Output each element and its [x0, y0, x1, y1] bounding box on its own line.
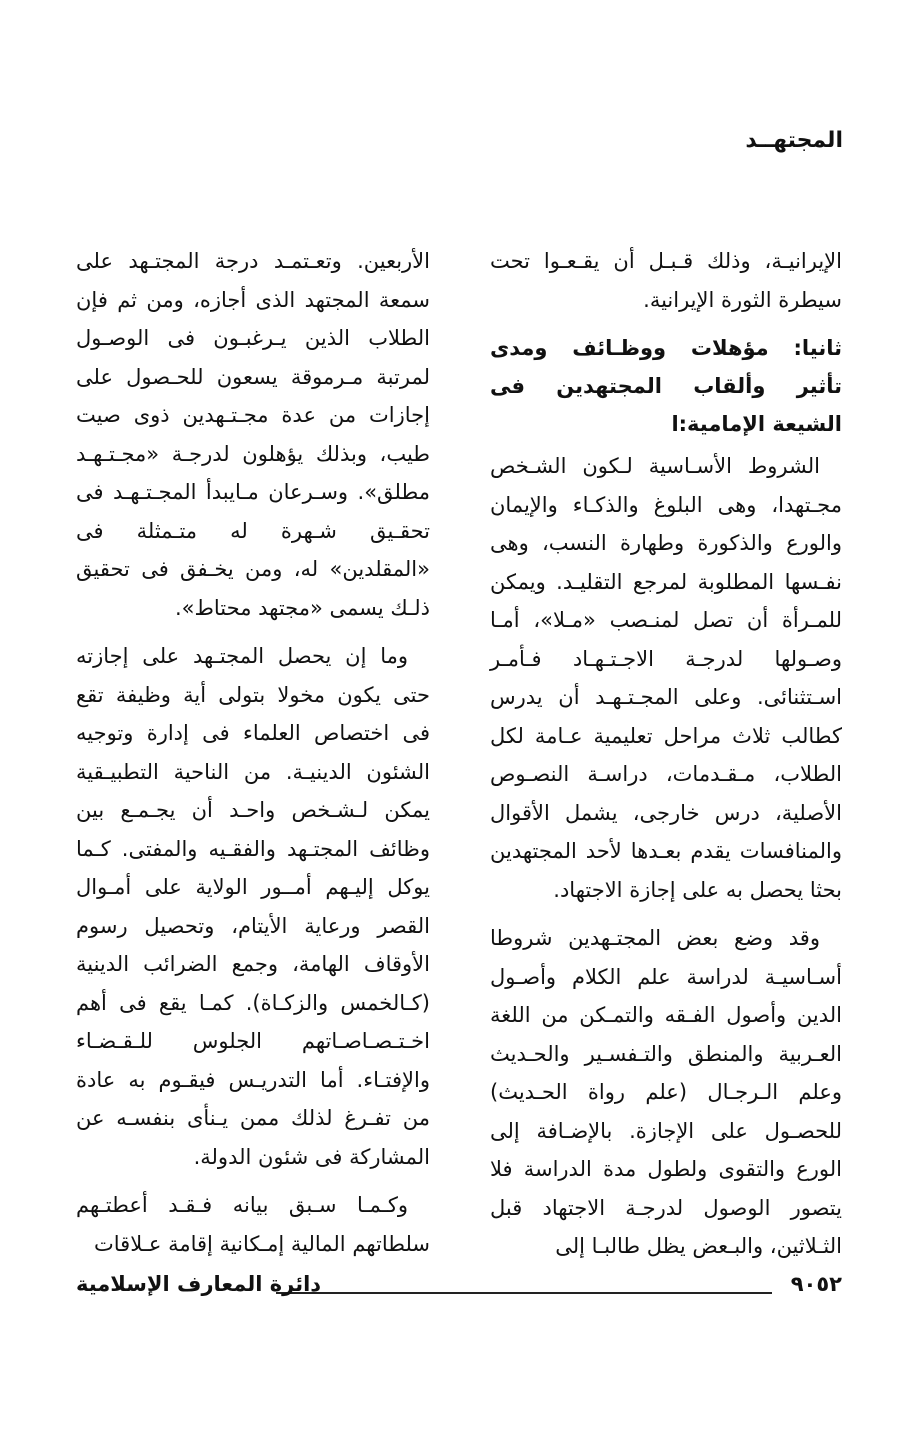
page-number: ٩٠٥٢	[790, 1272, 842, 1296]
paragraph: وما إن يحصل المجتـهد على إجازته حتى يكون مخولا بتولى أية وظيفة تقع فى اختصاص العلماء فى إدارة وتوجيه الشئون الدينيـة. من الناحية التطبيـقية يمكن لـشـخص واحـد أن يجـمـع بين وظائف المجتـهد والفقـيه والمفتى. كـما يوكل إليـهم أمــور الولاية على أمـوال القصر ورعاية الأيتام، وتحصيل رسوم الأوقاف الهامة، وجمع الضرائب الدينية (كـالخمس والزكـاة). كمـا يقع فى أهم اخـتـصـاصـاتهم الجلوس للـقـضـاء والإفتـاء. أما التدريـس فيقـوم به عادة من تفـرغ لذلك ممن يـنأى بنفسـه عن المشاركة فى شئون الدولة.	[76, 644, 430, 1169]
paragraph: الإيرانيـة، وذلك قـبـل أن يقـعـوا تحت سيطرة الثورة الإيرانية.	[490, 249, 842, 312]
paragraph: الشروط الأسـاسية لـكون الشـخص مجـتهدا، وهى البلوغ والذكـاء والإيمان والورع والذكورة وطهارة النسب، وهى نفـسها المطلوبة لمرجع التقليـد. ويمكن للمـرأة أن تصل لمنـصب «مـلا»، أمـا وصـولها لدرجـة الاجـتـهـاد فـأمـر اسـتثنائى. وعلى المجـتـهـد أن يدرس كطالب ثلاث مراحل تعليمية عـامة لكل الطلاب، مـقـدمات، دراسـة النصـوص الأصلية، درس خارجى، يشمل الأقوال والمنافسات يقدم بعـدها لأحد المجتهدين بحثا يحصل به على إجازة الاجتهاد.	[490, 454, 842, 902]
paragraph: وقد وضع بعض المجتـهدين شروطا أسـاسيـة لدراسة علم الكلام وأصـول الدين وأصول الفـقه والتمـكن من اللغة العـربية والمنطق والتـفسـير والحـديث وعلم الـرجـال (علم رواة الحـديث) للحصـول على الإجازة. بالإضـافة إلى الورع والتقوى ولطول مدة الدراسة فلا يتصور الوصول لدرجـة الاجتهاد قبل الثـلاثين، والبـعض يظل طالبـا إلى	[490, 926, 842, 1258]
page-footer	[76, 1272, 842, 1308]
left-column	[76, 242, 430, 1273]
paragraph: الأربعين. وتعـتمـد درجة المجتـهد على سمعة المجتهد الذى أجازه، ومن ثم فإن الطلاب الذين يـرغبـون فى الوصـول لمرتبة مـرموقة يسعون للحـصول على إجازات من عدة مجـتـهدين ذوى صيت طيب، وبذلك يؤهلون لدرجـة «مجـتـهـد مطلق». وسـرعان مـايبدأ المجـتـهـد فى تحقـيق شـهرة له متـمثلة فى «المقلدين» له، ومن يخـفق فى تحقيق ذلـك يسمى «مجتهد محتاط».	[76, 249, 430, 620]
running-header: المجتهــد	[745, 128, 843, 153]
footer-rule	[276, 1292, 772, 1294]
publication-title: دائرة المعارف الإسلامية	[76, 1272, 322, 1296]
paragraph: وكـمـا سـبق بيانه فـقـد أعطتـهم سلطاتهم المالية إمـكانية إقامة عـلاقات	[76, 1193, 430, 1256]
right-column	[490, 242, 842, 1276]
section-heading: ثانيا: مؤهلات ووظـائف ومدى تأثير وألقاب المجتهدين فى الشيعة الإمامية:ا	[490, 336, 842, 436]
